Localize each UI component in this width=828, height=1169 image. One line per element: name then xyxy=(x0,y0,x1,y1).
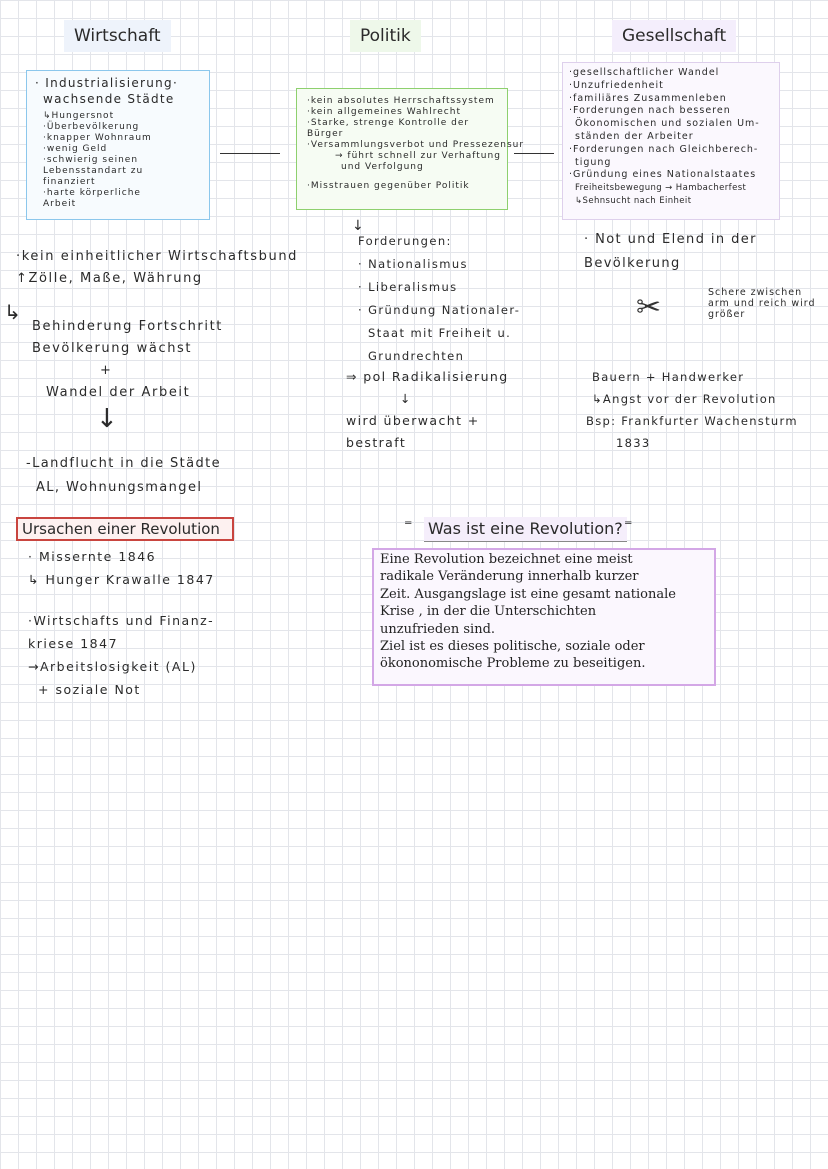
left-arrow-line: Behinderung Fortschritt xyxy=(32,319,223,334)
ursachen-line: + soziale Not xyxy=(38,682,141,697)
heading-wirtschaft: Wirtschaft xyxy=(64,20,171,52)
left-after-line: -Landflucht in die Städte xyxy=(26,456,222,471)
right-note-line: · Not und Elend in der xyxy=(584,232,757,247)
wirtschaft-line: Lebensstandart zu xyxy=(43,166,144,176)
wirtschaft-title-2: wachsende Städte xyxy=(43,92,175,106)
gesellschaft-line: ·Gründung eines Nationalstaates xyxy=(569,169,757,181)
gesellschaft-line: Ökonomischen und sozialen Um- xyxy=(575,118,760,130)
middle-note-line: ⇒ pol Radikalisierung xyxy=(346,369,509,384)
middle-note-line: · Liberalismus xyxy=(358,280,458,294)
revolution-text-line: ökononomische Probleme zu beseitigen. xyxy=(380,656,646,672)
curved-arrow-icon: ↳ xyxy=(4,300,21,324)
middle-note-line: Forderungen: xyxy=(358,234,452,248)
wirtschaft-line: finanziert xyxy=(43,177,96,187)
right-bottom-line: Bsp: Frankfurter Wachensturm xyxy=(586,414,798,428)
scissors-note-line: Schere zwischen xyxy=(708,287,803,298)
down-arrow-icon: ↓ xyxy=(352,218,364,234)
revolution-text-line: Ziel ist es dieses politische, soziale oder xyxy=(380,639,645,655)
middle-note-line: ↓ xyxy=(400,391,412,406)
scissors-icon: ✂ xyxy=(636,290,662,325)
middle-note-line: bestraft xyxy=(346,435,407,450)
middle-note-line: · Nationalismus xyxy=(358,257,468,271)
wirtschaft-title-1: · Industrialisierung· xyxy=(35,76,179,90)
right-bottom-line: Bauern + Handwerker xyxy=(592,370,745,384)
scissors-note-line: größer xyxy=(708,309,746,320)
heading-politik: Politik xyxy=(350,20,421,52)
revolution-title: Was ist eine Revolution? xyxy=(424,517,627,542)
right-bottom-line: ↳Angst vor der Revolution xyxy=(592,392,777,406)
left-after-line: AL, Wohnungsmangel xyxy=(36,480,203,495)
connector-line-left xyxy=(220,153,280,154)
left-arrow-line: Bevölkerung wächst xyxy=(32,341,193,356)
politik-line: ·Versammlungsverbot und Pressezensur xyxy=(307,140,525,150)
ursachen-line: ↳ Hunger Krawalle 1847 xyxy=(28,572,215,587)
gesellschaft-line: tigung xyxy=(575,156,612,168)
connector-line-right xyxy=(514,153,554,154)
politik-line: ·kein absolutes Herrschaftssystem xyxy=(307,96,495,106)
politik-line: und Verfolgung xyxy=(341,162,424,172)
gesellschaft-line: ·Forderungen nach Gleichberech- xyxy=(569,143,759,155)
revolution-text-line: unzufrieden sind. xyxy=(380,621,496,637)
gesellschaft-line: Freiheitsbewegung → Hambacherfest xyxy=(575,183,747,194)
wirtschaft-line: Arbeit xyxy=(43,199,77,209)
ursachen-line: kriese 1847 xyxy=(28,636,119,651)
politik-line: ·kein allgemeines Wahlrecht xyxy=(307,107,461,117)
sparkle-icon: ⁼ xyxy=(404,516,413,535)
sparkle-icon: ⁼ xyxy=(624,516,633,535)
ursachen-line: · Missernte 1846 xyxy=(28,549,157,564)
politik-line: → führt schnell zur Verhaftung xyxy=(335,151,501,161)
middle-note-line: Grundrechten xyxy=(368,349,465,363)
down-arrow-icon: ↓ xyxy=(96,404,118,434)
wirtschaft-line: ·Überbevölkerung xyxy=(43,122,140,132)
gesellschaft-line: ·familiäres Zusammenleben xyxy=(569,92,727,104)
revolution-text-line: Zeit. Ausgangslage ist eine gesamt nationale xyxy=(380,586,676,602)
left-arrow-line: Wandel der Arbeit xyxy=(46,385,191,400)
politik-line: ·Misstrauen gegenüber Politik xyxy=(307,181,470,191)
gesellschaft-line: ständen der Arbeiter xyxy=(575,130,694,142)
wirtschaft-line: ·wenig Geld xyxy=(43,144,108,154)
gesellschaft-line: ·Forderungen nach besseren xyxy=(569,105,731,117)
gesellschaft-line: ·gesellschaftlicher Wandel xyxy=(569,67,720,78)
middle-note-line: wird überwacht + xyxy=(346,413,480,428)
heading-gesellschaft: Gesellschaft xyxy=(612,20,736,52)
wirtschaft-box xyxy=(26,70,210,220)
ursachen-line: ·Wirtschafts und Finanz- xyxy=(28,613,215,628)
middle-note-line: · Gründung Nationaler- xyxy=(358,303,521,317)
wirtschaft-line: ·schwierig seinen xyxy=(43,155,139,165)
middle-note-line: Staat mit Freiheit u. xyxy=(368,326,512,340)
revolution-box xyxy=(372,548,716,686)
revolution-text-line: Krise , in der die Unterschichten xyxy=(380,604,597,620)
gesellschaft-box xyxy=(562,62,780,220)
gesellschaft-line: ·Unzufriedenheit xyxy=(569,79,664,91)
left-note-line: ·kein einheitlicher Wirtschaftsbund xyxy=(16,249,299,264)
left-note-line: ↑Zölle, Maße, Währung xyxy=(16,271,203,286)
revolution-text-line: radikale Veränderung innerhalb kurzer xyxy=(380,569,639,585)
politik-line: Bürger xyxy=(307,129,344,139)
revolution-text-line: Eine Revolution bezeichnet eine meist xyxy=(380,552,633,567)
politik-line: ·Starke, strenge Kontrolle der xyxy=(307,118,470,128)
gesellschaft-line: ↳Sehnsucht nach Einheit xyxy=(575,195,692,206)
right-note-line: Bevölkerung xyxy=(584,256,681,271)
politik-box xyxy=(296,88,525,210)
wirtschaft-line: ↳Hungersnot xyxy=(43,111,115,121)
wirtschaft-line: ·harte körperliche xyxy=(43,188,141,198)
scissors-note-line: arm und reich wird xyxy=(708,298,816,309)
right-bottom-line: 1833 xyxy=(616,436,651,450)
ursachen-line: →Arbeitslosigkeit (AL) xyxy=(28,659,197,674)
left-arrow-line: + xyxy=(100,363,113,378)
ursachen-title: Ursachen einer Revolution xyxy=(16,517,234,541)
ursachen-spacer xyxy=(28,591,215,609)
wirtschaft-line: ·knapper Wohnraum xyxy=(43,133,152,143)
